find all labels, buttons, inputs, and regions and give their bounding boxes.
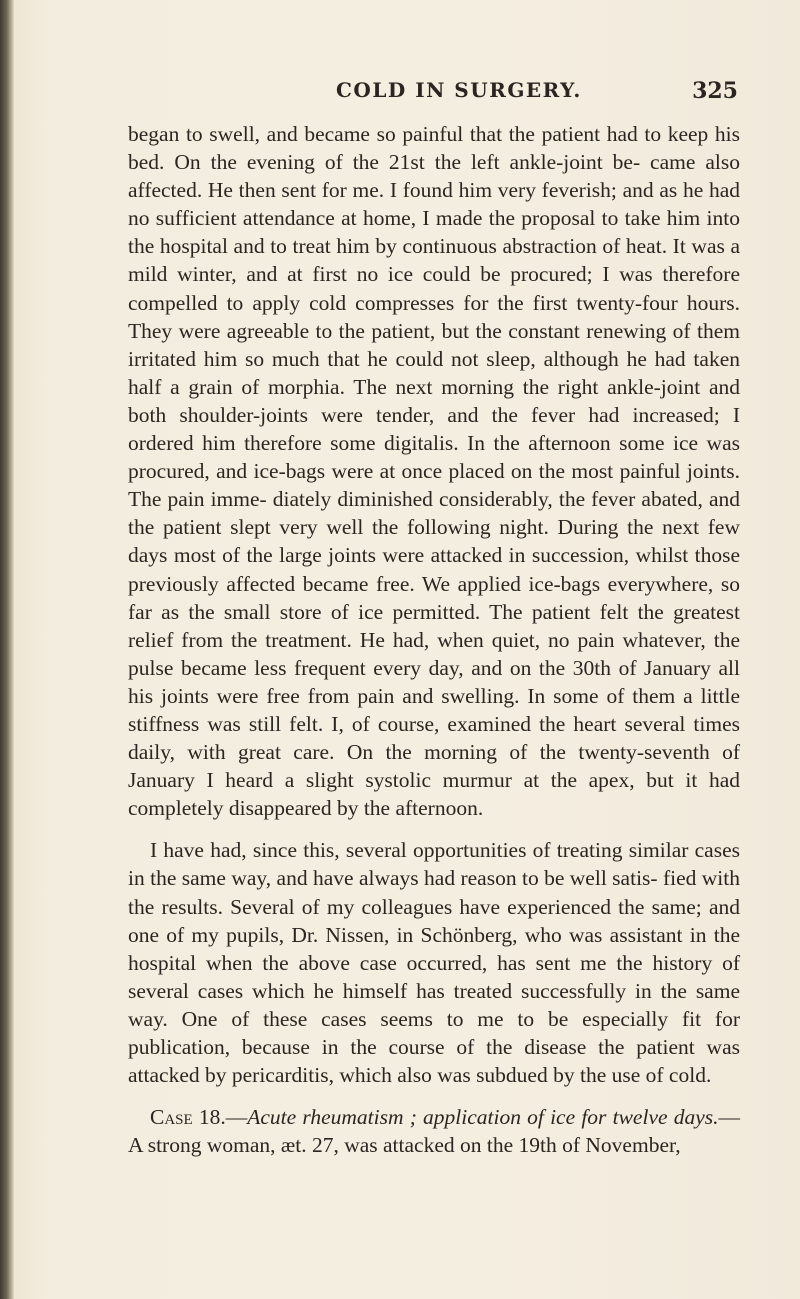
page-number: 325 <box>692 78 738 104</box>
case-title: Acute rheumatism ; application of ice for twelve days. <box>247 1105 719 1130</box>
case-text: A strong woman, æt. 27, was attacked on the 19th of November, <box>128 1133 681 1158</box>
binding-gutter <box>0 0 14 1299</box>
paragraph-1: began to swell, and became so painful that the patient had to keep his bed. On the evening of the 21st the left ankle-joint be- came also affected. He then sent for me. I found him very feverish; and as he had no sufficient attendance at home, I made the proposal to take him into the hospital and to treat him by continuous abstraction of heat. It was a mild winter, and at first no ice could be procured; I was therefore compelled to apply cold compresses for the first twenty-four hours. They were agreeable to the patient, but the constant renewing of them irritated him so much that he could not sleep, although he had taken half a grain of morphia. The next morning the right ankle-joint and both shoulder-joints were tender, and the fever had increased; I ordered him therefore some digitalis. In the afternoon some ice was procured, and ice-bags were at once placed on the most painful joints. The pain imme- diately diminished considerably, the fever abated, and the patient slept very well the following night. During the next few days most of the large joints were attacked in succession, whilst those previously affected became free. We applied ice-bags everywhere, so far as the small store of ice permitted. The patient felt the greatest relief from the treatment. He had, when quiet, no pain whatever, the pulse became less frequent every day, and on the 30th of January all his joints were free from pain and swelling. In some of them a little stiffness was still felt. I, of course, examined the heart several times daily, with great care. On the morning of the twenty-seventh of January I heard a slight systolic murmur at the apex, but it had completely disappeared by the afternoon. <box>128 122 740 821</box>
case-dash-1: — <box>225 1105 248 1130</box>
running-head: COLD IN SURGERY. <box>336 78 582 102</box>
page-header <box>258 78 738 108</box>
body-text <box>128 120 740 1159</box>
paragraph-2: I have had, since this, several opportunities of treating similar cases in the same way, and have always had reason to be well satis- fied with the results. Several of my colleagues have experienced the same; and one of my pupils, Dr. Nissen, in Schönberg, who was assistant in the hospital when the above case occurred, has sent me the history of several cases which he himself has treated successfully in the same way. One of these cases seems to me to be especially fit for publication, because in the course of the disease the patient was attacked by pericarditis, which also was subdued by the use of cold. <box>128 838 740 1088</box>
case-label: Case 18. <box>150 1105 226 1130</box>
case-dash-2: — <box>718 1105 740 1130</box>
paragraph-3-case-18 <box>128 1103 740 1159</box>
